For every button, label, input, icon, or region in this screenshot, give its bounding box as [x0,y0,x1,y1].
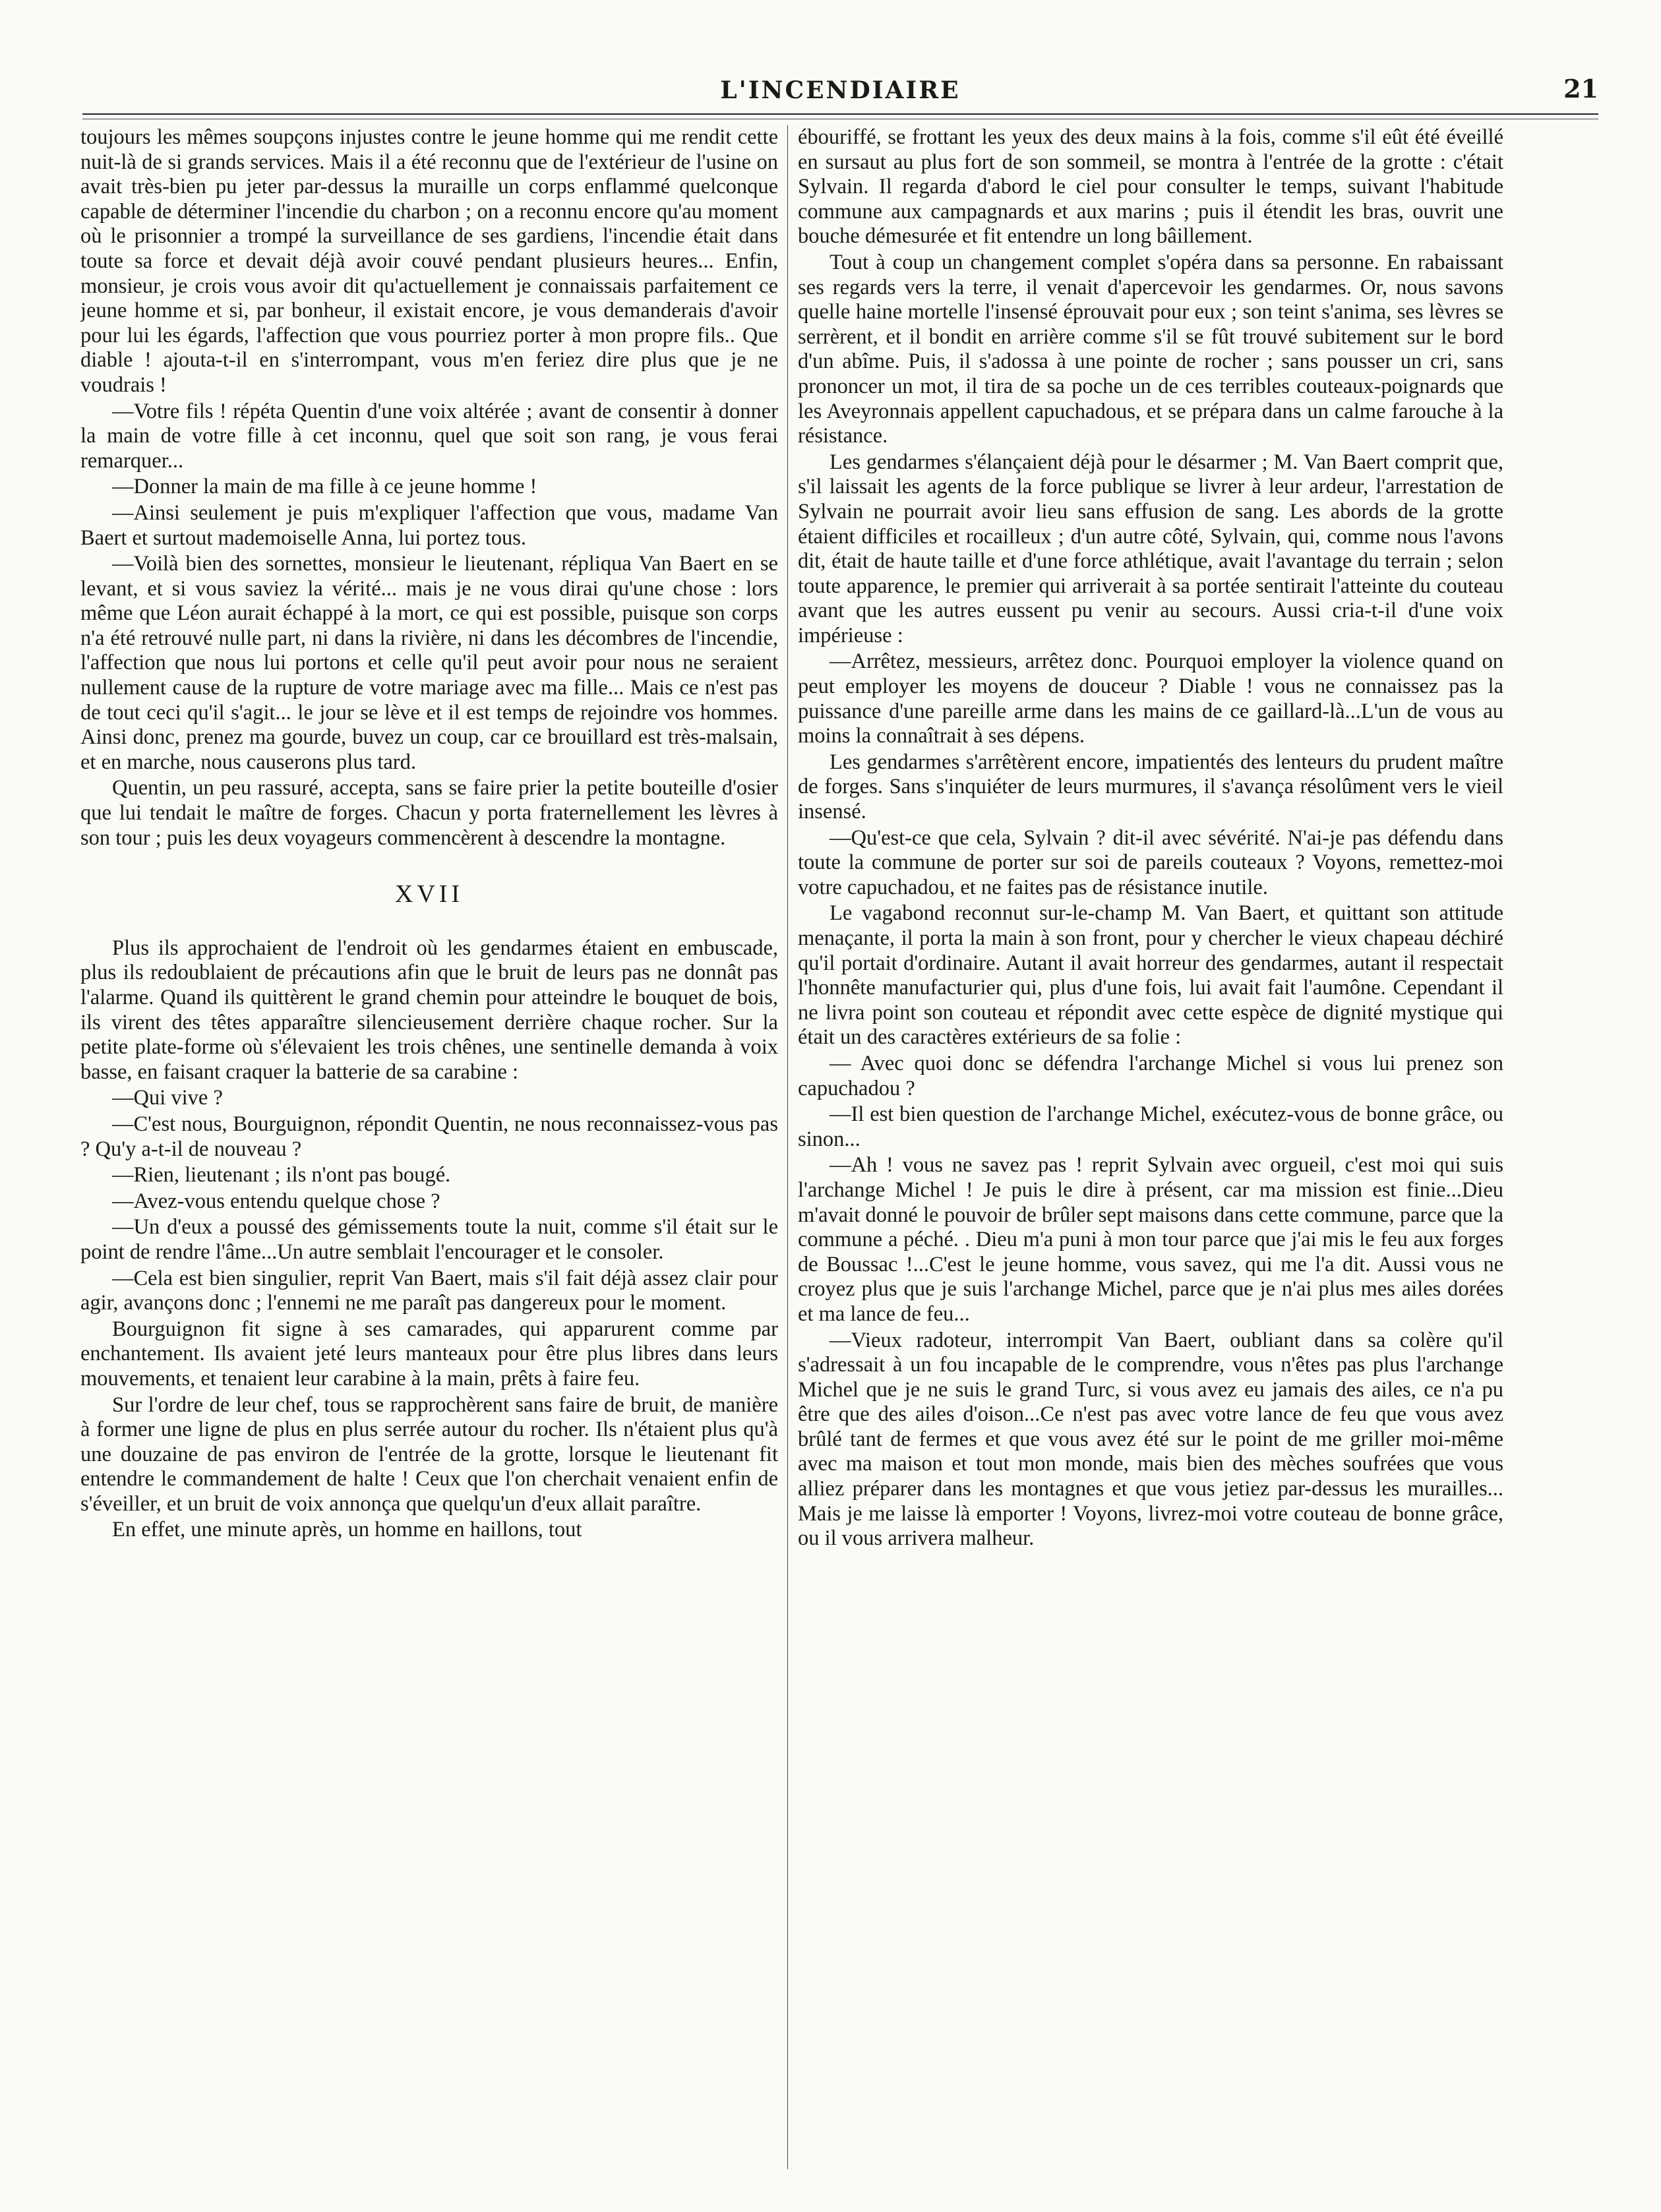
paragraph: —C'est nous, Bourguignon, répondit Quentin, ne nous reconnaissez-vous pas ? Qu'y a-t-il de nouveau ? [80,1112,778,1161]
paragraph: Tout à coup un changement complet s'opéra dans sa personne. En rabaissant ses regards vers la terre, il venait d'apercevoir les gendarmes. Or, nous savons quelle haine mortelle l'insensé éprouvait pour eux ; son teint s'anima, ses lèvres se serrèrent, et il bondit en arrière comme s'il se fût trouvé subitement sur le bord d'un abîme. Puis, il s'adossa à une pointe de rocher ; sans pousser un cri, sans prononcer un mot, il tira de sa poche un de ces terribles couteaux-poignards que les Aveyronnais appellent capuchadous, et se prépara dans un calme farouche à la résistance. [798,250,1503,448]
paragraph: Les gendarmes s'élançaient déjà pour le désarmer ; M. Van Baert comprit que, s'il laissait les agents de la force publique se livrer à leur ardeur, l'arrestation de Sylvain ne pourrait avoir lieu sans effusion de sang. Les abords de la grotte étaient difficiles et rocailleux ; d'un autre côté, Sylvain, qui, comme nous l'avons dit, était de haute taille et d'une force athlétique, avait l'avantage du terrain ; selon toute apparence, le premier qui arriverait à sa portée sentirait l'atteinte du couteau avant que les autres eussent pu venir au secours. Aussi cria-t-il d'une voix impérieuse : [798,450,1503,647]
page-number: 21 [1563,74,1598,104]
left-column [80,125,778,2172]
paragraph: —Il est bien question de l'archange Michel, exécutez-vous de bonne grâce, ou sinon... [798,1102,1503,1151]
paragraph: Quentin, un peu rassuré, accepta, sans se faire prier la petite bouteille d'osier que lui tendait le maître de forges. Chacun y porta fraternellement les lèvres à son tour ; puis les deux voyageurs commencèrent à descendre la montagne. [80,776,778,850]
column-divider [787,125,788,2169]
paragraph: —Un d'eux a poussé des gémissements toute la nuit, comme s'il était sur le point de rendre l'âme...Un autre semblait l'encourager et le consoler. [80,1215,778,1264]
paragraph: —Ah ! vous ne savez pas ! reprit Sylvain avec orgueil, c'est moi qui suis l'archange Michel ! Je puis le dire à présent, car ma mission est finie...Dieu m'avait donné le pouvoir de brûler sept maisons dans cette commune, parce que la commune a péché. . Dieu m'a puni à mon tour parce que j'ai mis le feu aux forges de Boussac !...C'est le jeune homme, vous savez, qui me l'a dit. Aussi vous ne croyez plus que je suis l'archange Michel, parce que je n'ai plus mes ailes dorées et ma lance de feu... [798,1153,1503,1326]
paragraph: —Ainsi seulement je puis m'expliquer l'affection que vous, madame Van Baert et surtout mademoiselle Anna, lui portez tous. [80,500,778,550]
paragraph: —Vieux radoteur, interrompit Van Baert, oubliant dans sa colère qu'il s'adressait à un fou incapable de le comprendre, vous n'êtes pas plus l'archange Michel que je ne suis le grand Turc, si vous avez eu jamais des ailes, ce n'a pu être que des ailes d'oison...Ce n'est pas avec votre lance de feu que vous avez brûlé tant de fermes et que vous avez été sur le point de me griller moi-même avec ma maison et tout mon monde, mais bien des mèches soufrées que vous alliez préparer dans les montagnes et que vous jetiez par-dessus les murailles... Mais je me laisse là emporter ! Voyons, livrez-moi votre couteau de bonne grâce, ou il vous arrivera malheur. [798,1328,1503,1551]
paragraph: —Qui vive ? [112,1086,223,1110]
paragraph: —Votre fils ! répéta Quentin d'une voix altérée ; avant de consentir à donner la main de votre fille à cet inconnu, quel que soit son rang, je vous ferai remarquer... [80,399,778,473]
paragraph: toujours les mêmes soupçons injustes contre le jeune homme qui me rendit cette nuit-là de si grands services. Mais il a été reconnu que de l'extérieur de l'usine on avait très-bien pu jeter par-dessus la muraille un corps enflammé quelconque capable de déterminer l'incendie du charbon ; on a reconnu encore qu'au moment où le prisonnier a trompé la surveillance de ses gardiens, l'incendie était dans toute sa force et devait déjà avoir couvé pendant plusieurs heures... Enfin, monsieur, je crois vous avoir dit qu'actuellement je connaissais parfaitement ce jeune homme et si, par bonheur, il existait encore, je vous demanderais d'avoir pour lui les égards, l'affection que vous pourriez porter à mon propre fils.. Que diable ! ajouta-t-il en s'interrompant, vous m'en feriez dire plus que je ne voudrais ! [80,125,778,397]
paragraph: Sur l'ordre de leur chef, tous se rapprochèrent sans faire de bruit, de manière à former une ligne de plus en plus serrée autour du rocher. Ils n'étaient plus qu'à une douzaine de pas environ de l'entrée de la grotte, lorsque le lieutenant fit entendre le commandement de halte ! Ceux que l'on cherchait venaient enfin de s'éveiller, et un bruit de voix annonça que quelqu'un d'eux allait paraître. [80,1392,778,1516]
running-title: L'INCENDIAIRE [720,76,961,104]
paragraph: En effet, une minute après, un homme en haillons, tout [112,1518,582,1542]
paragraph: Plus ils approchaient de l'endroit où les gendarmes étaient en embuscade, plus ils redoublaient de précautions afin que le bruit de leurs pas ne donnât pas l'alarme. Quand ils quittèrent le grand chemin pour atteindre le bouquet de bois, ils virent des têtes apparaître silencieusement derrière chaque rocher. Sur la petite plate-forme où s'élevaient les trois chênes, une sentinelle demanda à voix basse, en faisant craquer la batterie de sa carabine : [80,936,778,1084]
right-column [798,125,1503,2172]
running-header [82,73,1598,112]
paragraph: Les gendarmes s'arrêtèrent encore, impatientés des lenteurs du prudent maître de forges. Sans s'inquiéter de leurs murmures, il s'avança résolûment vers le vieil insensé. [798,750,1503,824]
paragraph: Le vagabond reconnut sur-le-champ M. Van Baert, et quittant son attitude menaçante, il porta la main à son front, pour y chercher le vieux chapeau déchiré qu'il portait d'ordinaire. Autant il avait horreur des gendarmes, autant il respectait l'honnête manufacturier qui, plus d'une fois, lui avait fait l'aumône. Cependant il ne livra point son couteau et répondit avec cette espèce de dignité mystique qui était un des caractères extérieurs de sa folie : [798,901,1503,1050]
paragraph: ébouriffé, se frottant les yeux des deux mains à la fois, comme s'il eût été éveillé en sursaut au plus fort de son sommeil, se montra à l'entrée de la grotte : c'était Sylvain. Il regarda d'abord le ciel pour consulter le temps, suivant l'habitude commune aux campagnards et aux marins ; puis il étendit les bras, ouvrit une bouche démesurée et fit entendre un long bâillement. [798,125,1503,249]
paragraph: —Voilà bien des sornettes, monsieur le lieutenant, répliqua Van Baert en se levant, et si vous saviez la vérité... mais je ne vous dirai qu'une chose : lors même que Léon aurait échappé à la mort, ce qui est possible, puisque son corps n'a été retrouvé nulle part, ni dans la rivière, ni dans les décombres de l'incendie, l'affection que nous lui portons et celle qu'il peut avoir pour nous ne seraient nullement cause de la rupture de votre mariage avec ma fille... Mais ce n'est pas de tout ceci qu'il s'agit... le jour se lève et il est temps de rejoindre vos hommes. Ainsi donc, prenez ma gourde, buvez un coup, car ce brouillard est très-malsain, et en marche, nous causerons plus tard. [80,552,778,774]
header-rule [82,113,1598,115]
paragraph: —Avez-vous entendu quelque chose ? [112,1189,440,1213]
paragraph: Bourguignon fit signe à ses camarades, qui apparurent comme par enchantement. Ils avaient jeté leurs manteaux pour être plus libres dans leurs mouvements, et tenaient leur carabine à la main, prêts à faire feu. [80,1317,778,1390]
paragraph: —Qu'est-ce que cela, Sylvain ? dit-il avec sévérité. N'ai-je pas défendu dans toute la commune de porter sur soi de pareils couteaux ? Voyons, remettez-moi votre capuchadou, et ne faites pas de résistance inutile. [798,825,1503,899]
paragraph: — Avec quoi donc se défendra l'archange Michel si vous lui prenez son capuchadou ? [798,1051,1503,1100]
paragraph: —Donner la main de ma fille à ce jeune homme ! [112,475,537,499]
chapter-heading: XVII [394,880,464,909]
paragraph: —Rien, lieutenant ; ils n'ont pas bougé. [112,1163,451,1187]
paragraph: —Cela est bien singulier, reprit Van Baert, mais s'il fait déjà assez clair pour agir, avançons donc ; l'ennemi ne me paraît pas dangereux pour le moment. [80,1266,778,1315]
paragraph: —Arrêtez, messieurs, arrêtez donc. Pourquoi employer la violence quand on peut employer les moyens de douceur ? Diable ! vous ne connaissez pas la puissance d'une pareille arme dans les mains de ce gaillard-là...L'un de vous au moins la connaîtrait à ses dépens. [798,649,1503,748]
